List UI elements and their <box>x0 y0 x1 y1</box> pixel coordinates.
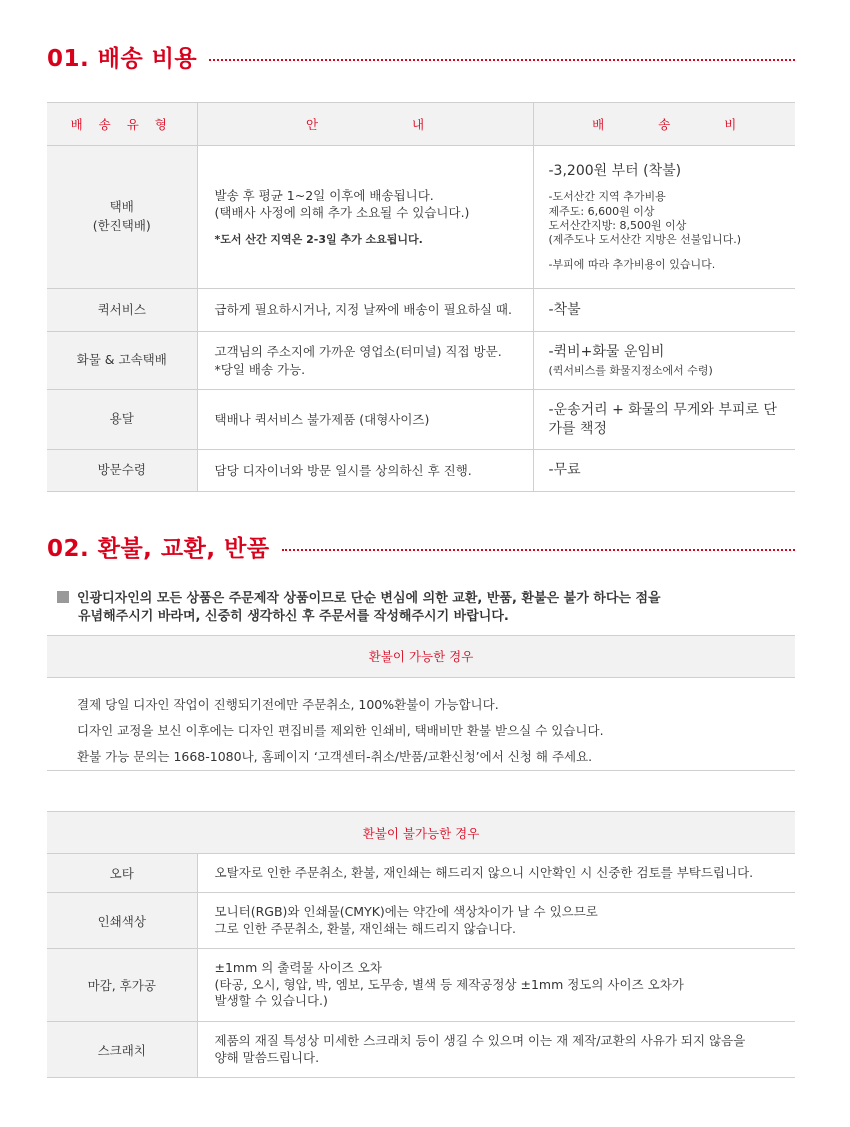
info-line: *당일 배송 가능. <box>214 361 306 377</box>
row-type: 화물 & 고속택배 <box>47 332 197 390</box>
row-type: 퀵서비스 <box>47 289 197 332</box>
header-type: 배 송 유 형 <box>47 103 197 146</box>
row-info: 급하게 필요하시거나, 지정 날짜에 배송이 필요하실 때. <box>197 289 533 332</box>
section-title-shipping <box>47 40 795 73</box>
refund-impossible-header: 환불이 불가능한 경우 <box>47 812 795 854</box>
refund-line: 디자인 교정을 보신 이후에는 디자인 편집비를 제외한 인쇄비, 택배비만 환불 받으실 수 있습니다. <box>77 723 604 738</box>
table-row <box>47 949 795 1022</box>
info-line: (택배사 사정에 의해 추가 소요될 수 있습니다.) <box>214 205 470 221</box>
desc-line: 모니터(RGB)와 인쇄물(CMYK)에는 약간에 색상차이가 날 수 있으므로 <box>214 903 598 919</box>
row-type: 마감, 후가공 <box>47 949 197 1022</box>
row-cost <box>533 390 795 450</box>
table-row <box>47 893 795 949</box>
cost-line: (제주도나 도서산간 지방은 선불입니다.) <box>548 233 742 247</box>
desc-line: ±1mm 의 출력물 사이즈 오차 <box>214 959 382 975</box>
desc-line: (타공, 오시, 형압, 박, 엠보, 도무송, 별색 등 제작공정상 ±1mm 정도의 사이즈 오차가 <box>214 976 684 992</box>
desc-line: 그로 인한 주문취소, 환불, 재인쇄는 해드리지 않습니다. <box>214 920 516 936</box>
cost-line: 가를 책정 <box>548 420 608 437</box>
desc-line: 오탈자로 인한 주문취소, 환불, 재인쇄는 해드리지 않으니 시안확인 시 신중한 검토를 부탁드립니다. <box>214 864 754 880</box>
type-label: 택배 <box>109 199 134 215</box>
row-info <box>197 332 533 390</box>
table-row <box>47 332 795 390</box>
cost-line: -도서산간 지역 추가비용 <box>548 190 666 204</box>
section-title-refund <box>47 530 795 563</box>
table-header-row <box>47 103 795 146</box>
refund-impossible-table <box>47 811 795 1078</box>
row-desc <box>197 893 795 949</box>
info-line: 고객님의 주소지에 가까운 영업소(터미널) 직접 방문. <box>214 344 502 359</box>
header-info: 안 내 <box>197 103 533 146</box>
cost-sub: (퀵서비스를 화물지정소에서 수령) <box>548 363 713 377</box>
header-cost: 배 송 비 <box>533 103 795 146</box>
notice-line: 유념해주시기 바라며, 신중히 생각하신 후 주문서를 작성해주시기 바랍니다. <box>78 609 509 625</box>
cost-main: -3,200원 부터 (착불) <box>548 163 682 180</box>
refund-possible-body <box>47 678 795 770</box>
row-type: 인쇄색상 <box>47 893 197 949</box>
row-cost <box>533 332 795 390</box>
refund-line: 결제 당일 디자인 작업이 진행되기전에만 주문취소, 100%환불이 가능합니다. <box>77 697 499 712</box>
row-type: 스크래치 <box>47 1022 197 1078</box>
row-info: 택배나 퀵서비스 불가제품 (대형사이즈) <box>197 390 533 450</box>
row-info: 담당 디자이너와 방문 일시를 상의하신 후 진행. <box>197 450 533 492</box>
row-type: 용달 <box>47 390 197 450</box>
table-row <box>47 289 795 332</box>
section-title-text: 02. 환불, 교환, 반품 <box>47 536 270 562</box>
cost-extra: -부피에 따라 추가비용이 있습니다. <box>548 257 716 271</box>
row-type: 방문수령 <box>47 450 197 492</box>
cost-main: -퀵비+화물 운임비 <box>548 343 665 360</box>
dotted-divider <box>209 59 795 61</box>
type-sublabel: (한진택배) <box>92 218 151 233</box>
row-desc <box>197 854 795 893</box>
row-cost: -착불 <box>533 289 795 332</box>
row-type: 오타 <box>47 854 197 893</box>
shipping-cost-table <box>47 102 795 492</box>
row-type <box>47 146 197 289</box>
table-row <box>47 1022 795 1078</box>
refund-possible-box <box>47 635 795 771</box>
table-row <box>47 854 795 893</box>
table-header-row <box>47 812 795 854</box>
notice-line: 인광디자인의 모든 상품은 주문제작 상품이므로 단순 변심에 의한 교환, 반품, 환불은 불가 하다는 점을 <box>77 591 661 606</box>
row-cost <box>533 146 795 289</box>
info-note: *도서 산간 지역은 2-3일 추가 소요됩니다. <box>214 232 423 246</box>
dotted-divider <box>282 549 795 551</box>
table-row <box>47 146 795 289</box>
refund-possible-header: 환불이 가능한 경우 <box>47 636 795 678</box>
refund-line: 환불 가능 문의는 1668-1080나, 홈페이지 ‘고객센터-취소/반품/교환신청’에서 신청 해 주세요. <box>77 749 593 764</box>
desc-line: 양해 말씀드립니다. <box>214 1049 320 1065</box>
table-row <box>47 450 795 492</box>
refund-notice <box>57 590 795 626</box>
bullet-square-icon <box>57 591 69 603</box>
desc-line: 제품의 재질 특성상 미세한 스크래치 등이 생길 수 있으며 이는 재 제작/교환의 사유가 되지 않음을 <box>214 1032 746 1048</box>
desc-line: 발생할 수 있습니다.) <box>214 993 328 1009</box>
info-line: 발송 후 평균 1~2일 이후에 배송됩니다. <box>214 187 434 203</box>
cost-line: 제주도: 6,600원 이상 <box>548 204 655 218</box>
row-info <box>197 146 533 289</box>
table-row <box>47 390 795 450</box>
section-title-text: 01. 배송 비용 <box>47 46 198 72</box>
row-desc <box>197 1022 795 1078</box>
cost-line: 도서산간지방: 8,500원 이상 <box>548 218 687 232</box>
cost-line: -운송거리 + 화물의 무게와 부피로 단 <box>548 402 777 419</box>
row-cost: -무료 <box>533 450 795 492</box>
row-desc <box>197 949 795 1022</box>
